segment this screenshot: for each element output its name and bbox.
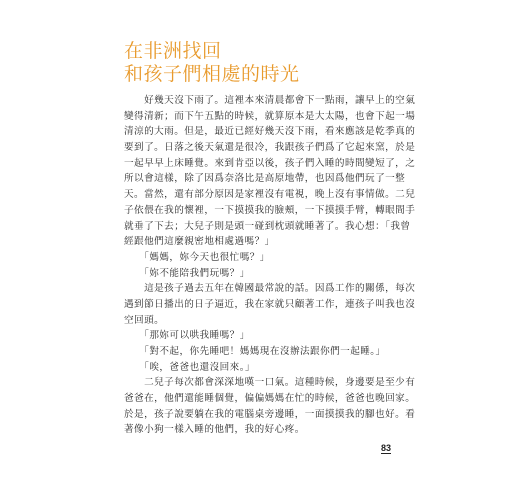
body-line: 一起早早上床睡覺。來到肯亞以後，孩子們入睡的時間變短了，之 — [124, 157, 416, 169]
chapter-title — [124, 40, 300, 86]
body-line: 經跟他們這麼親密地相處過嗎？」 — [124, 236, 275, 248]
body-line: 就垂了下去；大兒子則是頭一碰到枕頭就睡著了。我心想：「我曾 — [124, 220, 411, 232]
body-line: 著像小狗一樣入睡的他們，我的好心疼。 — [124, 424, 305, 436]
body-line: 要到了。日落之後天氣還是很冷，我跟孩子們爲了它起來窯，於是 — [124, 142, 416, 154]
body-line: 二兒子每次都會深深地嘆一口氣。這種時候，身邊要是至少有 — [124, 377, 416, 389]
body-text — [124, 93, 416, 438]
body-line: 「媽媽，妳今天也很忙嗎？」 — [124, 251, 270, 263]
chapter-title-line-1: 在非洲找回 — [124, 40, 222, 62]
chapter-title-line-2: 和孩子們相處的時光 — [124, 63, 300, 85]
body-line: 變得清新；而下午五點的時候，就算原本是大太陽，也會下起一場 — [124, 110, 416, 122]
body-line: 「對不起，你先睡吧！媽媽現在沒辦法跟你們一起睡。」 — [124, 346, 386, 357]
body-line: 遇到節日播出的日子逼近，我在家就只顧著工作，連孩子叫我也沒 — [124, 298, 416, 310]
body-line: 爸爸在，他們還能睡個覺，偏偏媽媽在忙的時候，爸爸也晚回家。 — [124, 393, 416, 405]
body-line: 這是孩子過去五年在韓國最常說的話。因爲工作的關係，每次 — [124, 283, 416, 295]
body-line: 所以會這樣，除了因爲奈洛比是高原地帶，也因爲他們玩了一整 — [124, 173, 406, 185]
body-line: 清涼的大雨。但是，最近已經好幾天沒下雨，看來應該是乾季真的 — [124, 126, 416, 138]
body-line: 子依偎在我的懷裡，一下摸摸我的臉頰，一下摸摸手臂，轉眼間手 — [124, 204, 416, 216]
page-number: 83 — [381, 443, 392, 453]
body-line: 天。當然，還有部分原因是家裡沒有電視，晚上沒有事情做。二兒 — [124, 189, 416, 201]
body-line: 空回頭。 — [124, 314, 165, 326]
body-line: 「妳不能陪我們玩嗎？」 — [124, 267, 250, 279]
body-line: 「那妳可以哄我睡嗎？」 — [124, 330, 250, 342]
body-line: 「唉，爸爸也還沒回來。」 — [124, 361, 256, 373]
body-line: 於是，孩子說要躺在我的電腦桌旁邊睡，一面摸摸我的腳也好。看 — [124, 408, 416, 420]
body-line: 好幾天沒下雨了。這裡本來清晨都會下一點雨，讓早上的空氣 — [124, 95, 416, 106]
